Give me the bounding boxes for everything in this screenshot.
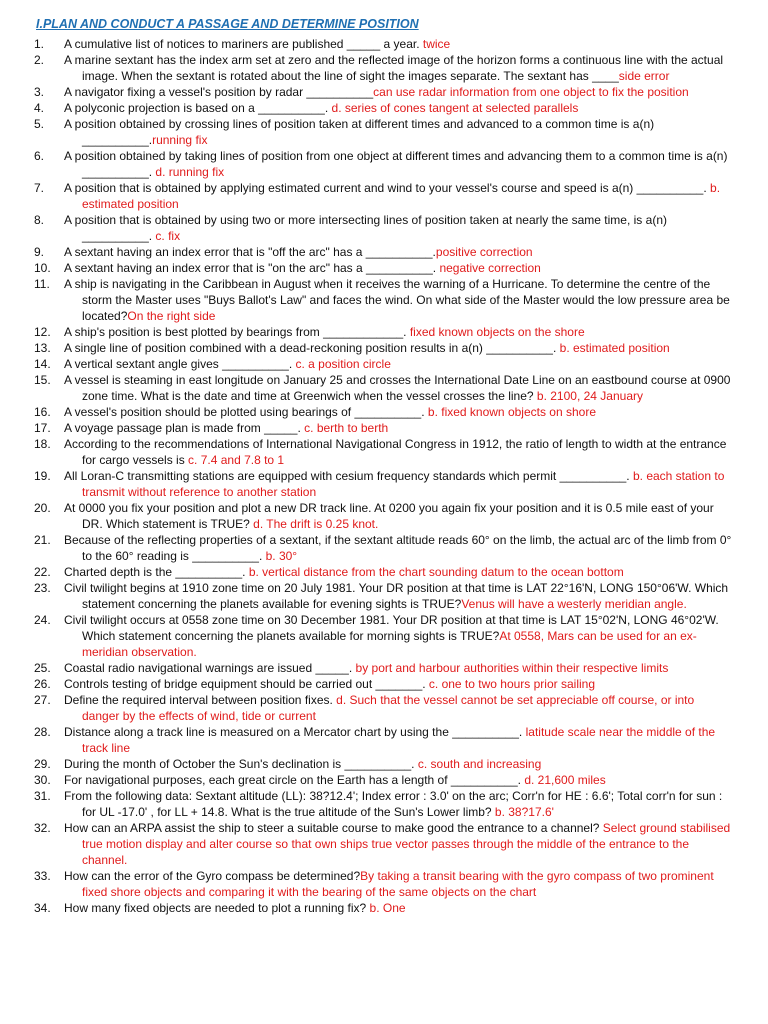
- question-prompt: How can an ARPA assist the ship to steer a suitable course to make good the entrance to a channel?: [64, 821, 600, 835]
- answer-text: twice: [419, 37, 451, 51]
- question-number: 16.: [34, 405, 51, 419]
- question-number: 6.: [34, 149, 45, 163]
- question-number: 26.: [34, 677, 51, 691]
- question-prompt: A single line of position combined with a dead-reckoning position results in a(n) __________.: [64, 341, 557, 355]
- question-item: [0, 116, 768, 148]
- question-item: [0, 52, 768, 84]
- question-text: [64, 660, 734, 676]
- question-text: [64, 500, 734, 532]
- question-item: [0, 148, 768, 180]
- answer-text: d. The drift is 0.25 knot.: [249, 517, 379, 531]
- answer-text: positive correction: [435, 245, 533, 259]
- question-item: [0, 436, 768, 468]
- question-text: [64, 868, 734, 900]
- question-text: [64, 420, 734, 436]
- question-item: [0, 84, 768, 100]
- question-prompt: From the following data: Sextant altitude (LL): 38?12.4'; Index error : 3.0' on the arc; Corr'n for HE : 6.6'; Total corr'n for sun : for UL -17.0' , for LL + 14.8. What is the true altitude of the Sun's Lower limb?: [64, 789, 723, 819]
- question-text: [64, 180, 734, 212]
- question-item: [0, 724, 768, 756]
- question-item: [0, 612, 768, 660]
- question-list: [0, 36, 768, 916]
- question-number: 22.: [34, 565, 51, 579]
- question-item: [0, 420, 768, 436]
- question-prompt: Define the required interval between position fixes.: [64, 693, 333, 707]
- question-number: 11.: [34, 277, 50, 291]
- answer-text: b. fixed known objects on shore: [424, 405, 596, 419]
- question-prompt: Charted depth is the __________.: [64, 565, 246, 579]
- question-number: 2.: [34, 53, 45, 67]
- question-text: [64, 612, 734, 660]
- answer-text: c. a position circle: [292, 357, 391, 371]
- question-prompt: Civil twilight begins at 1910 zone time on 20 July 1981. Your DR position at that time is LAT 22°16'N, LONG 150°06'W. Which statement concerning the planets available for evening sights is TRUE?: [64, 581, 729, 611]
- question-text: [64, 244, 734, 260]
- answer-text: b. each station to transmit without reference to another station: [82, 469, 725, 499]
- question-number: 32.: [34, 821, 51, 835]
- answer-text: d. series of cones tangent at selected parallels: [328, 101, 579, 115]
- question-number: 23.: [34, 581, 51, 595]
- question-item: [0, 244, 768, 260]
- question-text: [64, 788, 734, 820]
- question-item: [0, 532, 768, 564]
- question-number: 1.: [34, 37, 45, 51]
- question-item: [0, 468, 768, 500]
- question-text: [64, 900, 734, 916]
- answer-text: by port and harbour authorities within their respective limits: [352, 661, 669, 675]
- question-number: 4.: [34, 101, 45, 115]
- question-number: 9.: [34, 245, 45, 259]
- question-item: [0, 756, 768, 772]
- question-prompt: A position that is obtained by using two or more intersecting lines of position taken at nearly the same time, is a(n) __________.: [64, 213, 667, 243]
- question-text: [64, 276, 734, 324]
- answer-text: b. vertical distance from the chart sounding datum to the ocean bottom: [245, 565, 624, 579]
- question-prompt: A marine sextant has the index arm set at zero and the reflected image of the horizon forms a continuous line with the actual image. When the sextant is rotated about the line of sight the images separate. The sextant has ____: [64, 53, 724, 83]
- question-prompt: A position that is obtained by applying estimated current and wind to your vessel's course and speed is a(n) __________.: [64, 181, 707, 195]
- question-item: [0, 772, 768, 788]
- answer-text: running fix: [152, 133, 208, 147]
- answer-text: c. berth to berth: [300, 421, 389, 435]
- question-text: [64, 692, 734, 724]
- question-item: [0, 564, 768, 580]
- question-number: 30.: [34, 773, 51, 787]
- question-prompt: According to the recommendations of International Navigational Congress in 1912, the ratio of length to width at the entrance for cargo vessels is: [64, 437, 727, 467]
- answer-text: d. running fix: [152, 165, 225, 179]
- question-prompt: During the month of October the Sun's declination is __________.: [64, 757, 415, 771]
- question-prompt: Distance along a track line is measured on a Mercator chart by using the __________.: [64, 725, 523, 739]
- question-text: [64, 324, 734, 340]
- question-prompt: A navigator fixing a vessel's position by radar __________: [64, 85, 374, 99]
- question-number: 7.: [34, 181, 45, 195]
- question-prompt: A vertical sextant angle gives __________.: [64, 357, 293, 371]
- question-number: 27.: [34, 693, 51, 707]
- question-text: [64, 260, 734, 276]
- question-item: [0, 212, 768, 244]
- question-item: [0, 868, 768, 900]
- question-prompt: Coastal radio navigational warnings are issued _____.: [64, 661, 353, 675]
- question-number: 25.: [34, 661, 51, 675]
- answer-text: b. estimated position: [82, 181, 721, 211]
- question-prompt: A sextant having an index error that is "on the arc" has a __________.: [64, 261, 437, 275]
- question-item: [0, 404, 768, 420]
- question-prompt: Controls testing of bridge equipment should be carried out _______.: [64, 677, 426, 691]
- question-text: [64, 52, 734, 84]
- answer-text: b. 38?17.6': [491, 805, 554, 819]
- answer-text: c. south and increasing: [414, 757, 542, 771]
- answer-text: On the right side: [127, 309, 216, 323]
- question-number: 19.: [34, 469, 51, 483]
- question-prompt: How many fixed objects are needed to plot a running fix?: [64, 901, 367, 915]
- question-prompt: A ship's position is best plotted by bearings from ____________.: [64, 325, 407, 339]
- question-prompt: A position obtained by taking lines of position from one object at different times and advancing them to a common time is a(n) __________.: [64, 149, 728, 179]
- question-prompt: A vessel is steaming in east longitude on January 25 and crosses the International Date Line on an eastbound course at 0900 zone time. What is the date and time at Greenwich when the vessel crosses the line?: [64, 373, 731, 403]
- answer-text: c. 7.4 and 7.8 to 1: [184, 453, 285, 467]
- answer-text: latitude scale near the middle of the track line: [82, 725, 716, 755]
- answer-text: Venus will have a westerly meridian angle.: [461, 597, 687, 611]
- question-prompt: At 0000 you fix your position and plot a new DR track line. At 0200 you again fix your position and it is 0.5 mile east of your DR. Which statement is TRUE?: [64, 501, 714, 531]
- question-text: [64, 36, 734, 52]
- question-number: 3.: [34, 85, 45, 99]
- question-item: [0, 788, 768, 820]
- question-item: [0, 900, 768, 916]
- answer-text: side error: [618, 69, 670, 83]
- question-text: [64, 148, 734, 180]
- question-item: [0, 276, 768, 324]
- question-number: 13.: [34, 341, 51, 355]
- question-text: [64, 580, 734, 612]
- question-text: [64, 436, 734, 468]
- question-prompt: A voyage passage plan is made from _____.: [64, 421, 301, 435]
- question-item: [0, 340, 768, 356]
- answer-text: At 0558, Mars can be used for an ex-meridian observation.: [82, 629, 697, 659]
- question-text: [64, 212, 734, 244]
- question-number: 24.: [34, 613, 51, 627]
- question-number: 8.: [34, 213, 45, 227]
- question-prompt: A cumulative list of notices to mariners are published _____ a year.: [64, 37, 420, 51]
- question-number: 31.: [34, 789, 51, 803]
- question-prompt: All Loran-C transmitting stations are equipped with cesium frequency standards which permit __________.: [64, 469, 630, 483]
- question-text: [64, 372, 734, 404]
- question-text: [64, 404, 734, 420]
- question-text: [64, 468, 734, 500]
- answer-text: Select ground stabilised true motion display and alter course so that own ships true vector passes through the middle of the entrance to the channel.: [82, 821, 731, 867]
- question-item: [0, 324, 768, 340]
- answer-text: b. estimated position: [556, 341, 670, 355]
- question-item: [0, 676, 768, 692]
- question-number: 14.: [34, 357, 51, 371]
- question-item: [0, 660, 768, 676]
- answer-text: can use radar information from one object to fix the position: [373, 85, 689, 99]
- question-text: [64, 724, 734, 756]
- question-number: 28.: [34, 725, 51, 739]
- answer-text: b. 30°: [262, 549, 298, 563]
- answer-text: fixed known objects on the shore: [406, 325, 585, 339]
- answer-text: b. One: [366, 901, 406, 915]
- answer-text: b. 2100, 24 January: [533, 389, 643, 403]
- question-prompt: How can the error of the Gyro compass be determined?: [64, 869, 361, 883]
- question-item: [0, 260, 768, 276]
- question-text: [64, 356, 734, 372]
- question-number: 17.: [34, 421, 51, 435]
- question-item: [0, 100, 768, 116]
- question-number: 29.: [34, 757, 51, 771]
- question-text: [64, 116, 734, 148]
- question-text: [64, 564, 734, 580]
- question-item: [0, 580, 768, 612]
- question-prompt: For navigational purposes, each great circle on the Earth has a length of __________.: [64, 773, 521, 787]
- question-item: [0, 500, 768, 532]
- question-prompt: A position obtained by crossing lines of position taken at different times and advanced to a common time is a(n) __________.: [64, 117, 655, 147]
- question-prompt: A sextant having an index error that is "off the arc" has a __________.: [64, 245, 436, 259]
- answer-text: d. 21,600 miles: [520, 773, 606, 787]
- question-item: [0, 356, 768, 372]
- question-prompt: Because of the reflecting properties of a sextant, if the sextant altitude reads 60° on the limb, the actual arc of the limb from 0° to the 60° reading is __________.: [64, 533, 732, 563]
- question-text: [64, 820, 734, 868]
- question-number: 21.: [34, 533, 51, 547]
- question-number: 20.: [34, 501, 51, 515]
- question-text: [64, 756, 734, 772]
- question-number: 15.: [34, 373, 51, 387]
- question-number: 10.: [34, 261, 51, 275]
- answer-text: d. Such that the vessel cannot be set appreciable off course, or into danger by the effects of wind, tide or current: [82, 693, 695, 723]
- question-text: [64, 772, 734, 788]
- answer-text: c. one to two hours prior sailing: [425, 677, 595, 691]
- question-text: [64, 340, 734, 356]
- question-prompt: A vessel's position should be plotted using bearings of __________.: [64, 405, 425, 419]
- question-prompt: A ship is navigating in the Caribbean in August when it receives the warning of a Hurricane. To determine the centre of the storm the Master uses "Buys Ballot's Law" and faces the wind. On what side of the Master would the low pressure area be located?: [64, 277, 730, 323]
- answer-text: By taking a transit bearing with the gyro compass of two prominent fixed shore objects and comparing it with the bearing of the same objects on the chart: [82, 869, 714, 899]
- question-number: 33.: [34, 869, 51, 883]
- question-number: 18.: [34, 437, 51, 451]
- question-item: [0, 36, 768, 52]
- question-number: 34.: [34, 901, 51, 915]
- answer-text: negative correction: [436, 261, 541, 275]
- answer-text: c. fix: [152, 229, 181, 243]
- question-text: [64, 676, 734, 692]
- question-number: 5.: [34, 117, 45, 131]
- question-item: [0, 372, 768, 404]
- section-title: I.PLAN AND CONDUCT A PASSAGE AND DETERMINE POSITION: [36, 17, 419, 31]
- question-item: [0, 180, 768, 212]
- question-text: [64, 84, 734, 100]
- question-prompt: Civil twilight occurs at 0558 zone time on 30 December 1981. Your DR position at that time is LAT 15°02'N, LONG 46°02'W. Which statement concerning the planets available for morning sights is TRUE?: [64, 613, 719, 643]
- question-number: 12.: [34, 325, 51, 339]
- question-item: [0, 692, 768, 724]
- question-prompt: A polyconic projection is based on a __________.: [64, 101, 329, 115]
- question-text: [64, 100, 734, 116]
- question-item: [0, 820, 768, 868]
- question-text: [64, 532, 734, 564]
